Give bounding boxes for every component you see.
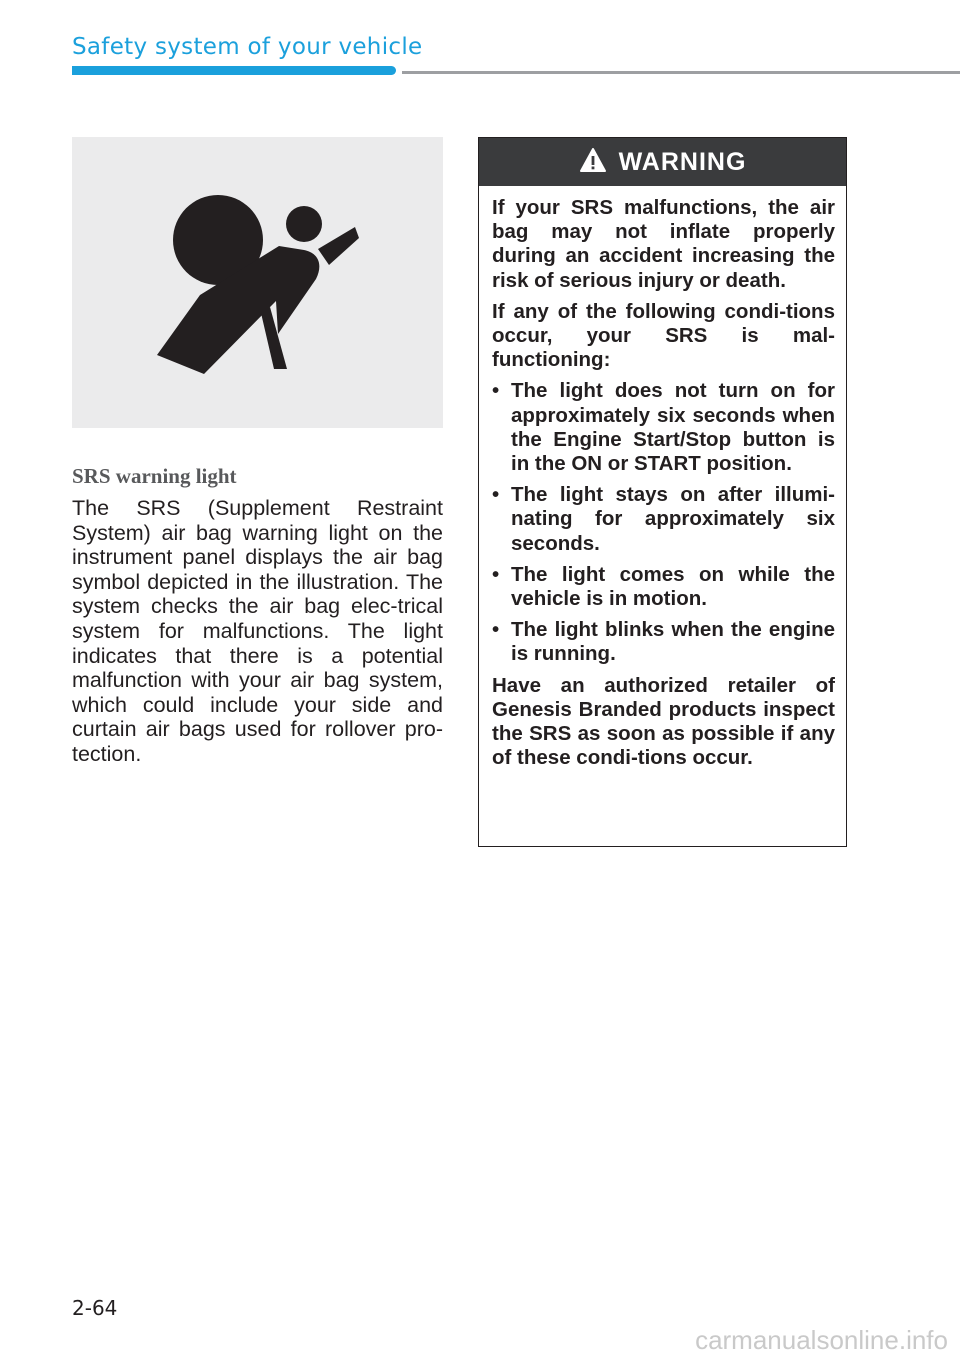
list-item: • The light stays on after illumi-nating for approximately six seconds.: [492, 483, 835, 556]
warning-conditions-list: [492, 379, 835, 666]
warning-triangle-icon: [579, 147, 607, 178]
header-divider-line: [402, 71, 960, 74]
warning-body: [479, 186, 846, 770]
list-item: • The light blinks when the engine is running.: [492, 618, 835, 666]
warning-conditions-intro: If any of the following condi-tions occur, your SRS is mal-functioning:: [492, 299, 835, 372]
section-header-title: Safety system of your vehicle: [72, 34, 423, 60]
warning-intro: If your SRS malfunctions, the air bag may not inflate properly during an accident increasing the risk of serious injury or death.: [492, 196, 835, 292]
section-body-text: The SRS (Supplement Restraint System) air bag warning light on the instrument panel displays the air bag symbol depicted in the illustration. The system checks the air bag elec-trical system for malfunctions. The light indicates that there is a potential malfunction with your air bag system, which could include your side and curtain air bags used for rollover pro-tection.: [72, 496, 443, 766]
warning-label: WARNING: [618, 147, 747, 176]
airbag-warning-icon: [72, 137, 443, 428]
list-item: • The light comes on while the vehicle is in motion.: [492, 563, 835, 611]
warning-closing: Have an authorized retailer of Genesis Branded products inspect the SRS as soon as possible if any of these condi-tions occur.: [492, 673, 835, 770]
warning-header: [479, 138, 846, 186]
airbag-warning-illustration: [72, 137, 443, 428]
list-item: • The light does not turn on for approximately six seconds when the Engine Start/Stop button is in the ON or START position.: [492, 379, 835, 476]
section-heading: SRS warning light: [72, 464, 237, 488]
warning-box: [478, 137, 847, 847]
watermark: carmanualsonline.info: [695, 1325, 948, 1355]
header-accent-bar: [72, 66, 396, 75]
page-number: 2-64: [72, 1296, 118, 1320]
